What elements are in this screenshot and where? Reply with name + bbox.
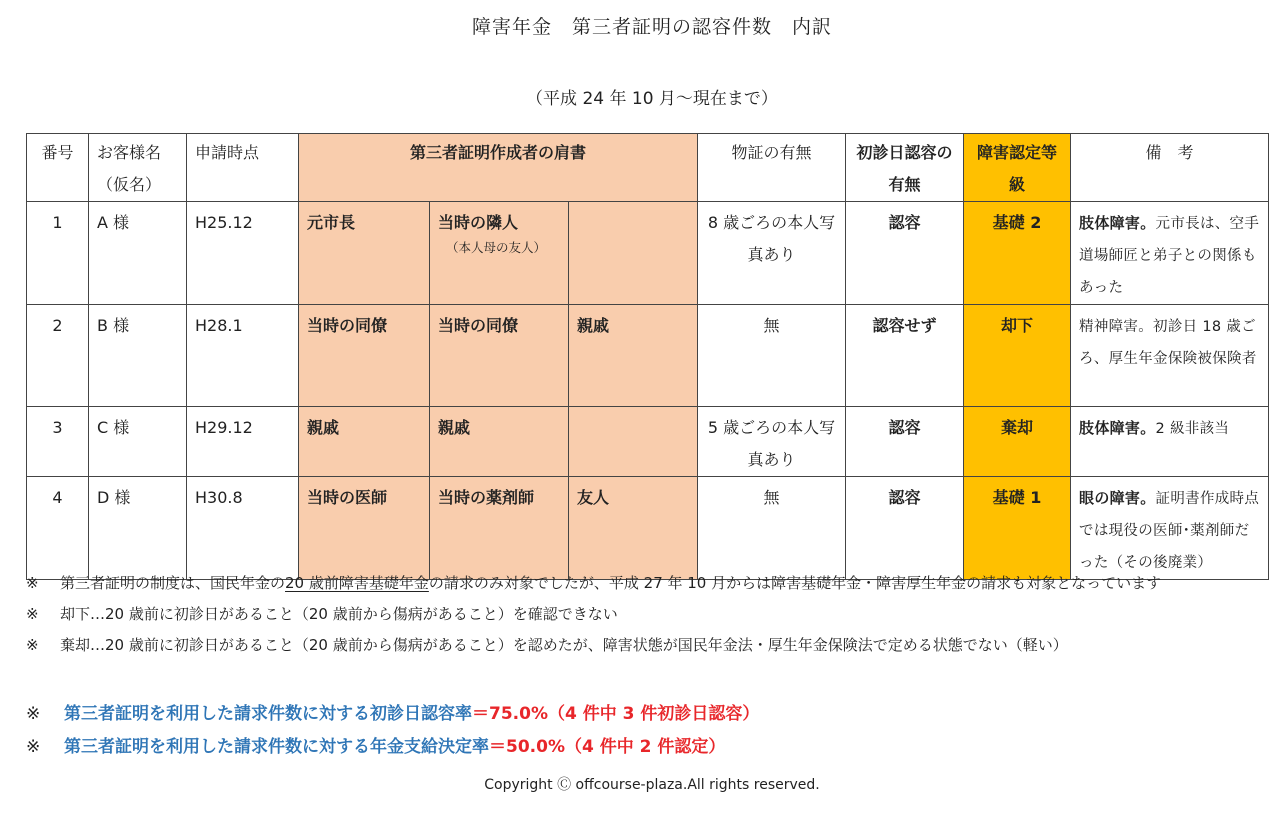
row-remarks bbox=[1071, 305, 1269, 407]
header-evidence: 物証の有無 bbox=[698, 134, 846, 202]
summary-first-visit-rate bbox=[26, 700, 1276, 733]
row-evidence: 8 歳ごろの本人写真あり bbox=[698, 202, 846, 305]
row-author-1: 親戚 bbox=[299, 407, 430, 477]
note-mark: ※ bbox=[26, 636, 39, 654]
summary-label: 第三者証明を利用した請求件数に対する年金支給決定率 bbox=[64, 737, 489, 757]
row-grade: 却下 bbox=[964, 305, 1071, 407]
note-text-pre: 第三者証明の制度は、国民年金の bbox=[60, 574, 286, 592]
summary-mark: ※ bbox=[26, 737, 41, 757]
summary-label: 第三者証明を利用した請求件数に対する初診日認容率 bbox=[64, 704, 472, 724]
footnote-dismissal bbox=[26, 632, 1276, 663]
summary-value: ＝50.0%（4 件中 2 件認定） bbox=[489, 737, 726, 757]
row-remark-text: 証明書作成時点では現役の医師･薬剤師だった（その後廃業） bbox=[1079, 491, 1260, 571]
summary-mark: ※ bbox=[26, 704, 41, 724]
note-text: 却下…20 歳前に初診日があること（20 歳前から傷病があること）を確認できない bbox=[60, 605, 618, 623]
row-grade: 基礎 1 bbox=[964, 477, 1071, 580]
row-first-visit: 認容 bbox=[846, 407, 964, 477]
footnotes bbox=[26, 570, 1276, 663]
row-author-3 bbox=[569, 202, 698, 305]
row-evidence: 無 bbox=[698, 305, 846, 407]
copyright: Copyright Ⓒ offcourse-plaza.All rights reserved. bbox=[484, 777, 820, 793]
note-text-underlined: 20 歳前障害基礎年金 bbox=[285, 574, 429, 592]
row-grade: 棄却 bbox=[964, 407, 1071, 477]
summary bbox=[26, 700, 1276, 766]
row-evidence: 5 歳ごろの本人写真あり bbox=[698, 407, 846, 477]
row-date: H25.12 bbox=[187, 202, 299, 305]
row-grade: 基礎 2 bbox=[964, 202, 1071, 305]
row-remark-text: 2 級非該当 bbox=[1155, 421, 1230, 437]
table-row bbox=[27, 305, 1269, 407]
footnote-system bbox=[26, 570, 1276, 601]
row-remark-text: 精神障害。初診日 18 歳ごろ、厚生年金保険被保険者 bbox=[1079, 319, 1257, 367]
header-author: 第三者証明作成者の肩書 bbox=[299, 134, 698, 202]
row-first-visit: 認容 bbox=[846, 202, 964, 305]
row-num: 4 bbox=[27, 477, 89, 580]
row-evidence: 無 bbox=[698, 477, 846, 580]
row-customer: A 様 bbox=[89, 202, 187, 305]
footnote-rejection bbox=[26, 601, 1276, 632]
row-first-visit: 認容せず bbox=[846, 305, 964, 407]
note-text-post: の請求のみ対象でしたが、平成 27 年 10 月からは障害基礎年金・障害厚生年金の請求も対象となっています bbox=[428, 574, 1162, 592]
row-num: 2 bbox=[27, 305, 89, 407]
row-remarks bbox=[1071, 477, 1269, 580]
row-num: 3 bbox=[27, 407, 89, 477]
row-author-1: 当時の医師 bbox=[299, 477, 430, 580]
row-customer: C 様 bbox=[89, 407, 187, 477]
row-remark-text: 元市長は、空手道場師匠と弟子との関係もあった bbox=[1079, 216, 1260, 296]
row-author-3: 友人 bbox=[569, 477, 698, 580]
row-author-2: 当時の同僚 bbox=[430, 305, 569, 407]
row-remark-bold: 肢体障害。 bbox=[1079, 419, 1156, 437]
note-mark: ※ bbox=[26, 574, 39, 592]
table-header-row bbox=[27, 134, 1269, 202]
table-row bbox=[27, 202, 1269, 305]
summary-payment-rate bbox=[26, 733, 1276, 766]
header-remarks: 備 考 bbox=[1071, 134, 1269, 202]
row-author-1: 元市長 bbox=[299, 202, 430, 305]
row-remarks bbox=[1071, 202, 1269, 305]
header-customer: お客様名（仮名） bbox=[89, 134, 187, 202]
row-remark-bold: 肢体障害。 bbox=[1079, 214, 1156, 232]
row-customer: D 様 bbox=[89, 477, 187, 580]
row-author-2: 当時の隣人 bbox=[438, 213, 519, 232]
row-author-3: 親戚 bbox=[569, 305, 698, 407]
note-text: 棄却…20 歳前に初診日があること（20 歳前から傷病があること）を認めたが、障害状態が国民年金法・厚生年金保険法で定める状態でない（軽い） bbox=[60, 636, 1068, 654]
row-author-2: 親戚 bbox=[430, 407, 569, 477]
row-date: H30.8 bbox=[187, 477, 299, 580]
header-date: 申請時点 bbox=[187, 134, 299, 202]
row-author-3 bbox=[569, 407, 698, 477]
row-date: H28.1 bbox=[187, 305, 299, 407]
header-first-visit: 初診日認容の有無 bbox=[846, 134, 964, 202]
table-row bbox=[27, 477, 1269, 580]
page-title: 障害年金 第三者証明の認容件数 内訳 bbox=[471, 16, 832, 38]
header-num: 番号 bbox=[27, 134, 89, 202]
row-remarks bbox=[1071, 407, 1269, 477]
table-row bbox=[27, 407, 1269, 477]
header-grade: 障害認定等級 bbox=[964, 134, 1071, 202]
row-remark-bold: 眼の障害。 bbox=[1079, 489, 1156, 507]
row-author-2-cell bbox=[430, 202, 569, 305]
note-mark: ※ bbox=[26, 605, 39, 623]
row-customer: B 様 bbox=[89, 305, 187, 407]
row-date: H29.12 bbox=[187, 407, 299, 477]
row-author-1: 当時の同僚 bbox=[299, 305, 430, 407]
certification-table bbox=[26, 133, 1269, 580]
summary-value: ＝75.0%（4 件中 3 件初診日認容） bbox=[472, 704, 760, 724]
row-author-2-note: （本人母の友人） bbox=[446, 240, 547, 255]
row-first-visit: 認容 bbox=[846, 477, 964, 580]
row-num: 1 bbox=[27, 202, 89, 305]
period-subtitle: （平成 24 年 10 月～現在まで） bbox=[526, 89, 778, 109]
row-author-2: 当時の薬剤師 bbox=[430, 477, 569, 580]
